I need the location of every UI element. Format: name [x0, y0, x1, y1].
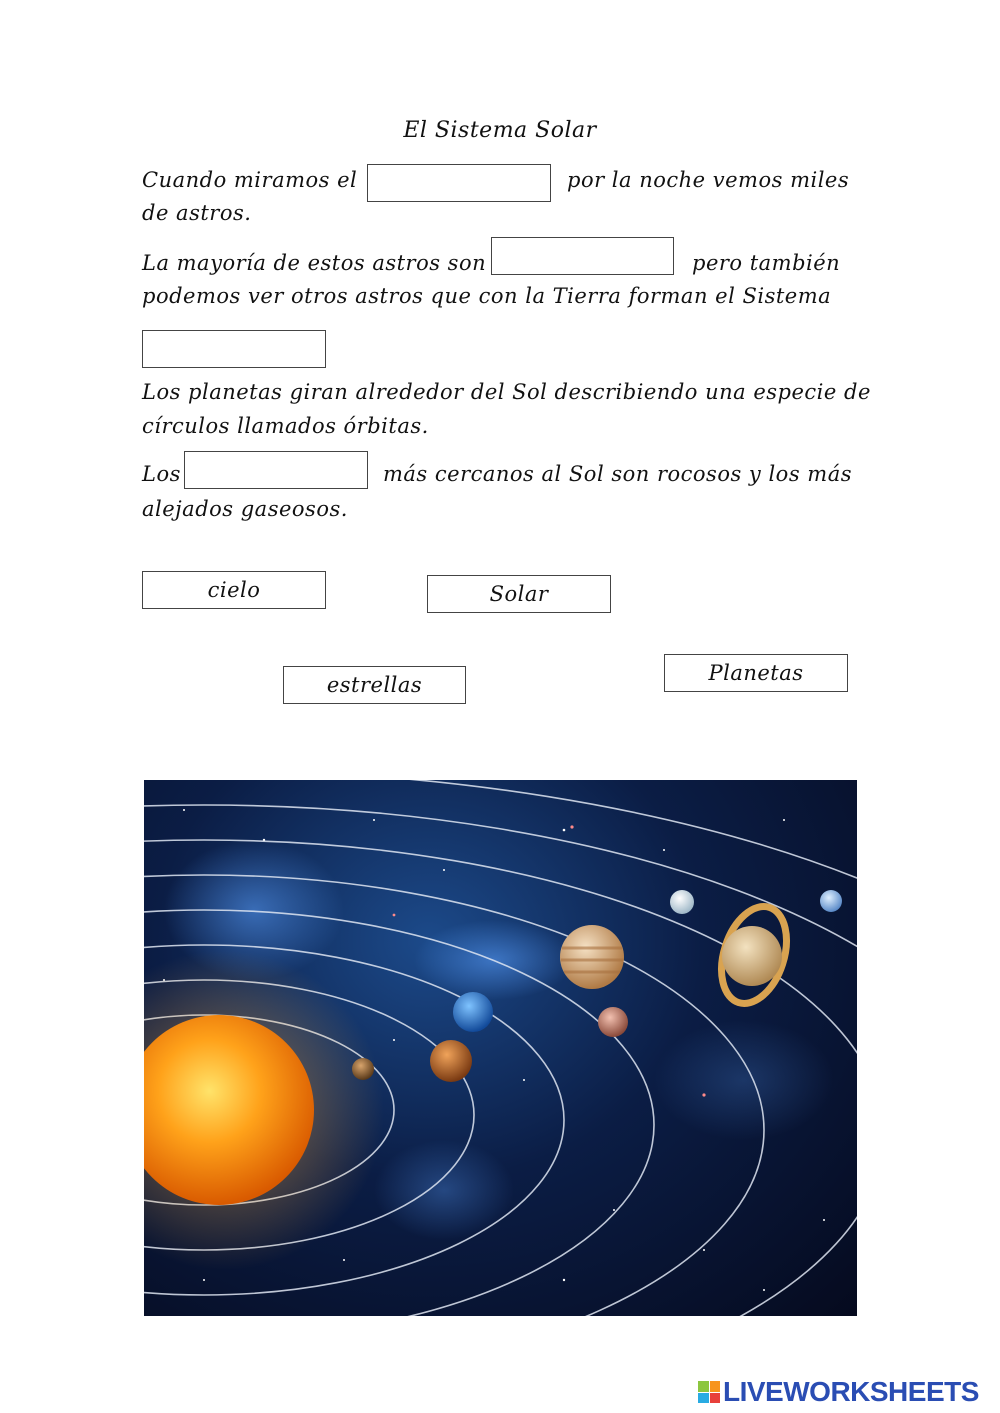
solar-system-illustration [144, 780, 857, 1316]
word-chip-cielo[interactable]: cielo [142, 571, 326, 609]
p4-text-line2: alejados gaseosos. [142, 497, 348, 521]
word-chip-estrellas[interactable]: estrellas [283, 666, 466, 704]
solar-system-image [144, 780, 857, 1316]
p4-text-after: más cercanos al Sol son rocosos y los más [383, 462, 852, 486]
p1-text-after: por la noche vemos miles [567, 168, 850, 192]
liveworksheets-logo [698, 1377, 979, 1407]
word-chip-solar[interactable]: Solar [427, 575, 611, 613]
blank-2-input[interactable] [491, 237, 674, 275]
p3-text-line1: Los planetas giran alrededor del Sol describiendo una especie de [142, 380, 871, 404]
p3-text-line2: círculos llamados órbitas. [142, 414, 429, 438]
blank-3-input[interactable] [142, 330, 326, 368]
page-title: El Sistema Solar [403, 118, 597, 143]
logo-mark-icon [698, 1381, 720, 1403]
p1-text-before: Cuando miramos el [142, 168, 358, 192]
word-chip-planetas[interactable]: Planetas [664, 654, 848, 692]
p4-text-before: Los [142, 462, 181, 486]
p2-text-after: pero también [692, 251, 841, 275]
p2-text-line2: podemos ver otros astros que con la Tierra forman el Sistema [142, 284, 832, 308]
p2-text-before: La mayoría de estos astros son [142, 251, 487, 275]
p1-text-line2: de astros. [142, 201, 252, 225]
blank-1-input[interactable] [367, 164, 551, 202]
blank-4-input[interactable] [184, 451, 368, 489]
logo-text: LIVEWORKSHEETS [723, 1376, 979, 1407]
